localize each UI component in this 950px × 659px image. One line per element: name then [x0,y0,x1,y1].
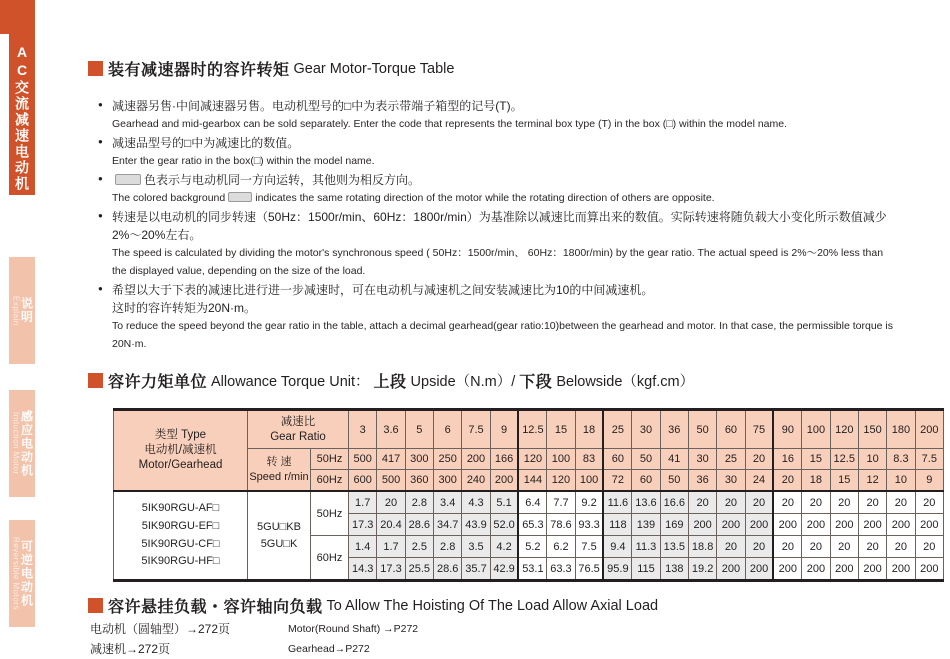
torque-60hz-nm-value: 7.5 [575,536,603,558]
gear-ratio-value: 100 [802,410,830,449]
hz-60-header: 60Hz [311,470,349,492]
torque-60hz-kgfcm-value: 17.3 [377,558,405,581]
note-colored-background [98,171,898,207]
torque-50hz-nm-value: 11.6 [603,491,631,514]
torque-60hz-nm-value: 2.8 [434,536,462,558]
torque-50hz-nm-value: 20 [745,491,773,514]
note-en: The speed is calculated by dividing the motor's synchronous speed ( 50Hz：1500r/min、 60Hz：1800r/min) by the gear ratio. The actual speed is 2%～20% less than the displayed value, depending on the size of the load. [112,247,884,277]
note-en: To reduce the speed beyond the gear ratio in the table, attach a decimal gearhead(gear ratio:10)between the gearhead and motor. In that case, the permissible torque is 20N·m. [112,320,893,350]
torque-50hz-kgfcm-value: 17.3 [349,514,377,536]
speed-50hz-value: 16 [773,449,801,470]
torque-50hz-kgfcm-value: 169 [660,514,688,536]
torque-60hz-nm-value: 20 [915,536,943,558]
speed-60hz-value: 120 [547,470,575,492]
torque-60hz-kgfcm-value: 200 [858,558,886,581]
speed-50hz-value: 25 [717,449,745,470]
gear-ratio-value: 7.5 [462,410,490,449]
torque-50hz-kgfcm-value: 43.9 [462,514,490,536]
speed-60hz-value: 24 [745,470,773,492]
speed-50hz-value: 8.3 [887,449,915,470]
torque-60hz-nm-value: 1.7 [377,536,405,558]
torque-60hz-nm-value: 5.2 [518,536,546,558]
note-speed-calculation [98,208,898,280]
sidebar-tab-reversible-motors-zh-label: 可逆电动机 [19,539,34,608]
gear-ratio-value: 150 [858,410,886,449]
sidebar-tab-ac-gear-motor-label: AC交流减速电动机 [14,44,30,192]
torque-50hz-kgfcm-value: 78.6 [547,514,575,536]
motor-page-link-en[interactable]: Motor(Round Shaft) →P272 [288,623,419,635]
torque-60hz-nm-value: 20 [858,536,886,558]
note-en: The colored background indicates the same rotating direction of the motor while the rotating direction of others are opposite. [112,192,715,204]
torque-50hz-kgfcm-value: 20.4 [377,514,405,536]
torque-60hz-nm-value: 9.4 [603,536,631,558]
gear-ratio-value: 50 [688,410,716,449]
torque-60hz-nm-value: 4.2 [490,536,518,558]
speed-60hz-value: 9 [915,470,943,492]
sidebar-tab-induction-motor-en-label: Induction Motor [11,412,21,475]
speed-60hz-value: 600 [349,470,377,492]
torque-50hz-nm-value: 20 [688,491,716,514]
torque-50hz-nm-value: 20 [377,491,405,514]
speed-60hz-value: 30 [717,470,745,492]
gray-color-swatch [228,192,252,202]
page-reference-links [90,619,790,659]
torque-50hz-nm-value: 20 [915,491,943,514]
sidebar-tab-induction-motor[interactable] [9,390,35,497]
note-zh-cont: 这时的容许转矩为20N·m。 [112,301,257,315]
torque-60hz-kgfcm-value: 42.9 [490,558,518,581]
torque-60hz-nm-value: 13.5 [660,536,688,558]
torque-50hz-nm-value: 20 [858,491,886,514]
hz-50-header: 50Hz [311,449,349,470]
torque-60hz-kgfcm-value: 138 [660,558,688,581]
speed-60hz-value: 240 [462,470,490,492]
torque-60hz-kgfcm-value: 200 [717,558,745,581]
gear-ratio-value: 120 [830,410,858,449]
torque-60hz-nm-value: 3.5 [462,536,490,558]
speed-50hz-value: 300 [405,449,433,470]
torque-50hz-nm-value: 5.1 [490,491,518,514]
torque-50hz-kgfcm-value: 65.3 [518,514,546,536]
gear-ratio-value: 25 [603,410,631,449]
gearhead-model-cell: 5GU□KB 5GU□K [248,491,311,581]
gear-ratio-value: 200 [915,410,943,449]
speed-60hz-value: 500 [377,470,405,492]
torque-50hz-nm-value: 20 [717,491,745,514]
torque-50hz-kgfcm-value: 118 [603,514,631,536]
note-decimal-gearhead [98,281,898,353]
speed-50hz-value: 120 [518,449,546,470]
gear-ratio-value: 12.5 [518,410,546,449]
speed-50hz-value: 20 [745,449,773,470]
speed-60hz-value: 100 [575,470,603,492]
torque-table-wrap [113,408,944,582]
torque-60hz-kgfcm-value: 115 [632,558,660,581]
section3-title-en: To Allow The Hoisting Of The Load Allow Axial Load [326,597,659,614]
bullet-icon: ● [98,211,103,220]
torque-50hz-kgfcm-value: 200 [773,514,801,536]
hz-60-row-label: 60Hz [311,536,349,581]
note-en: Gearhead and mid-gearbox can be sold separately. Enter the code that represents the terminal box type (T) in the box (□) within the model name. [112,118,788,130]
gray-color-swatch [115,174,141,185]
note-en: Enter the gear ratio in the box(□) within the model name. [112,155,375,167]
hz-50-row-label: 50Hz [311,491,349,536]
note-zh: 希望以大于下表的减速比进行进一步减速时，可在电动机与减速机之间安装减速比为10的中间减速机。 [112,283,654,297]
section-title-gear-motor-torque [88,57,458,80]
speed-50hz-value: 83 [575,449,603,470]
speed-50hz-value: 15 [802,449,830,470]
link-row-motor [90,619,790,639]
section-title-allowance-torque-unit [88,369,698,392]
torque-60hz-nm-value: 6.2 [547,536,575,558]
speed-60hz-value: 18 [802,470,830,492]
torque-50hz-nm-value: 2.8 [405,491,433,514]
torque-60hz-kgfcm-value: 200 [773,558,801,581]
torque-60hz-kgfcm-value: 76.5 [575,558,603,581]
torque-60hz-kgfcm-value: 200 [802,558,830,581]
speed-60hz-value: 60 [632,470,660,492]
gear-ratio-value: 30 [632,410,660,449]
note-zh: 转速是以电动机的同步转速（50Hz：1500r/min、60Hz：1800r/min）为基准除以减速比而算出来的数值。实际转速将随负载大小变化所示数值减少2%～20%左右。 [112,210,887,242]
gear-ratio-value: 5 [405,410,433,449]
gear-ratio-value: 3 [349,410,377,449]
torque-60hz-nm-value: 20 [802,536,830,558]
torque-60hz-kgfcm-value: 53.1 [518,558,546,581]
torque-50hz-kgfcm-value: 139 [632,514,660,536]
sidebar-tab-explain-en-label: Explain [11,295,21,326]
gear-ratio-value: 15 [547,410,575,449]
torque-60hz-nm-value: 18.8 [688,536,716,558]
section2-belowside-zh: 下段 [519,374,553,391]
speed-50hz-value: 250 [434,449,462,470]
torque-60hz-nm-value: 20 [887,536,915,558]
torque-60hz-nm-value: 20 [717,536,745,558]
speed-60hz-value: 72 [603,470,631,492]
speed-60hz-value: 50 [660,470,688,492]
speed-50hz-value: 12.5 [830,449,858,470]
section2-upside-zh: 上段 [373,374,407,391]
speed-50hz-value: 41 [660,449,688,470]
speed-50hz-value: 7.5 [915,449,943,470]
torque-60hz-kgfcm-value: 25.5 [405,558,433,581]
speed-60hz-value: 36 [688,470,716,492]
gear-ratio-value: 6 [434,410,462,449]
torque-50hz-kgfcm-value: 200 [858,514,886,536]
torque-60hz-kgfcm-value: 63.3 [547,558,575,581]
torque-50hz-kgfcm-value: 28.6 [405,514,433,536]
speed-60hz-value: 15 [830,470,858,492]
gear-ratio-value: 3.6 [377,410,405,449]
torque-60hz-nm-value: 20 [773,536,801,558]
sidebar-tab-reversible-motors[interactable] [9,520,35,627]
speed-50hz-value: 10 [858,449,886,470]
torque-60hz-kgfcm-value: 200 [745,558,773,581]
torque-60hz-kgfcm-value: 200 [830,558,858,581]
gear-ratio-value: 90 [773,410,801,449]
speed-50hz-value: 166 [490,449,518,470]
torque-60hz-nm-value: 20 [745,536,773,558]
speed-60hz-value: 10 [887,470,915,492]
torque-60hz-kgfcm-value: 28.6 [434,558,462,581]
note-zh: 减速器另售·中间减速器另售。电动机型号的□中为表示带端子箱型的记号(T)。 [112,99,523,113]
speed-60hz-value: 360 [405,470,433,492]
gear-ratio-value: 18 [575,410,603,449]
section-marker-icon [88,373,103,388]
section-title-hoisting-axial-load [88,594,662,617]
torque-50hz-kgfcm-value: 200 [688,514,716,536]
sidebar-tab-explain[interactable] [9,257,35,364]
section-marker-icon [88,61,103,76]
note-zh: 色表示与电动机同一方向运转，其他则为相反方向。 [112,171,898,189]
gear-motor-torque-table [113,408,944,582]
notes-list [98,97,898,354]
torque-50hz-nm-value: 6.4 [518,491,546,514]
torque-50hz-kgfcm-value: 52.0 [490,514,518,536]
gearhead-page-link-zh[interactable]: 减速机→272页 [90,642,171,656]
torque-50hz-nm-value: 20 [887,491,915,514]
page-content [88,0,950,659]
torque-60hz-kgfcm-value: 14.3 [349,558,377,581]
gear-ratio-value: 75 [745,410,773,449]
bullet-icon: ● [98,137,103,146]
type-header-cell: 类型 Type 电动机/减速机 Motor/Gearhead [114,410,248,492]
torque-50hz-nm-value: 13.6 [632,491,660,514]
torque-50hz-kgfcm-value: 34.7 [434,514,462,536]
bullet-icon: ● [98,284,103,293]
torque-50hz-nm-value: 7.7 [547,491,575,514]
torque-50hz-nm-value: 20 [773,491,801,514]
section2-upside-en: Upside（N.m）/ [410,374,516,390]
speed-50hz-value: 60 [603,449,631,470]
torque-50hz-nm-value: 3.4 [434,491,462,514]
gear-ratio-value: 60 [717,410,745,449]
bullet-icon: ● [98,100,103,109]
torque-60hz-kgfcm-value: 19.2 [688,558,716,581]
torque-60hz-kgfcm-value: 200 [887,558,915,581]
speed-header: 转 速 Speed r/min [248,449,311,492]
gearhead-page-link-en[interactable]: Gearhead→P272 [288,643,370,655]
sidebar-tab-explain-zh-label: 说明 [19,297,34,324]
sidebar-tab-induction-motor-zh-label: 感应电动机 [19,409,34,478]
section3-title-zh: 容许悬挂负载・容许轴向负载 [108,599,323,616]
section2-title-zh: 容许力矩单位 [108,374,208,391]
torque-60hz-nm-value: 1.4 [349,536,377,558]
sidebar-tab-ac-gear-motor[interactable] [9,0,35,195]
speed-50hz-value: 417 [377,449,405,470]
motor-model-list-cell: 5IK90RGU-AF□ 5IK90RGU-EF□ 5IK90RGU-CF□ 5IK90RGU-HF□ [114,491,248,581]
torque-50hz-kgfcm-value: 200 [915,514,943,536]
gear-ratio-value: 36 [660,410,688,449]
motor-page-link-zh[interactable]: 电动机（圆轴型）→272页 [90,622,231,636]
torque-50hz-nm-value: 9.2 [575,491,603,514]
torque-50hz-nm-value: 4.3 [462,491,490,514]
sidebar-tab-reversible-motors-en-label: Reversible Motors [11,537,21,610]
gear-ratio-value: 180 [887,410,915,449]
torque-60hz-kgfcm-value: 35.7 [462,558,490,581]
speed-50hz-value: 200 [462,449,490,470]
torque-60hz-nm-value: 20 [830,536,858,558]
torque-50hz-kgfcm-value: 200 [802,514,830,536]
note-zh: 减速品型号的□中为减速比的数值。 [112,136,300,150]
bullet-icon: ● [98,174,103,183]
link-row-gearhead [90,639,790,659]
gear-ratio-header: 减速比 Gear Ratio [248,410,349,449]
speed-60hz-value: 300 [434,470,462,492]
speed-60hz-value: 200 [490,470,518,492]
note-gear-ratio-box [98,134,898,170]
torque-50hz-kgfcm-value: 93.3 [575,514,603,536]
section1-title-zh: 装有减速器时的容许转矩 [108,62,290,79]
torque-50hz-kgfcm-value: 200 [887,514,915,536]
speed-60hz-value: 144 [518,470,546,492]
torque-50hz-kgfcm-value: 200 [717,514,745,536]
torque-60hz-nm-value: 2.5 [405,536,433,558]
speed-60hz-value: 20 [773,470,801,492]
gear-ratio-value: 9 [490,410,518,449]
section2-belowside-en: Belowside（kgf.cm） [556,374,695,390]
section2-title-en: Allowance Torque Unit： [211,374,370,390]
speed-60hz-value: 12 [858,470,886,492]
section1-title-en: Gear Motor-Torque Table [293,60,455,77]
torque-60hz-kgfcm-value: 95.9 [603,558,631,581]
torque-60hz-nm-value: 11.3 [632,536,660,558]
torque-50hz-nm-value: 20 [802,491,830,514]
speed-50hz-value: 500 [349,449,377,470]
torque-50hz-nm-value: 16.6 [660,491,688,514]
torque-50hz-kgfcm-value: 200 [745,514,773,536]
speed-50hz-value: 30 [688,449,716,470]
torque-50hz-nm-value: 1.7 [349,491,377,514]
torque-60hz-kgfcm-value: 200 [915,558,943,581]
torque-50hz-kgfcm-value: 200 [830,514,858,536]
speed-50hz-value: 100 [547,449,575,470]
speed-50hz-value: 50 [632,449,660,470]
section-marker-icon [88,598,103,613]
torque-50hz-nm-value: 20 [830,491,858,514]
note-gearhead-sold-separately [98,97,898,133]
